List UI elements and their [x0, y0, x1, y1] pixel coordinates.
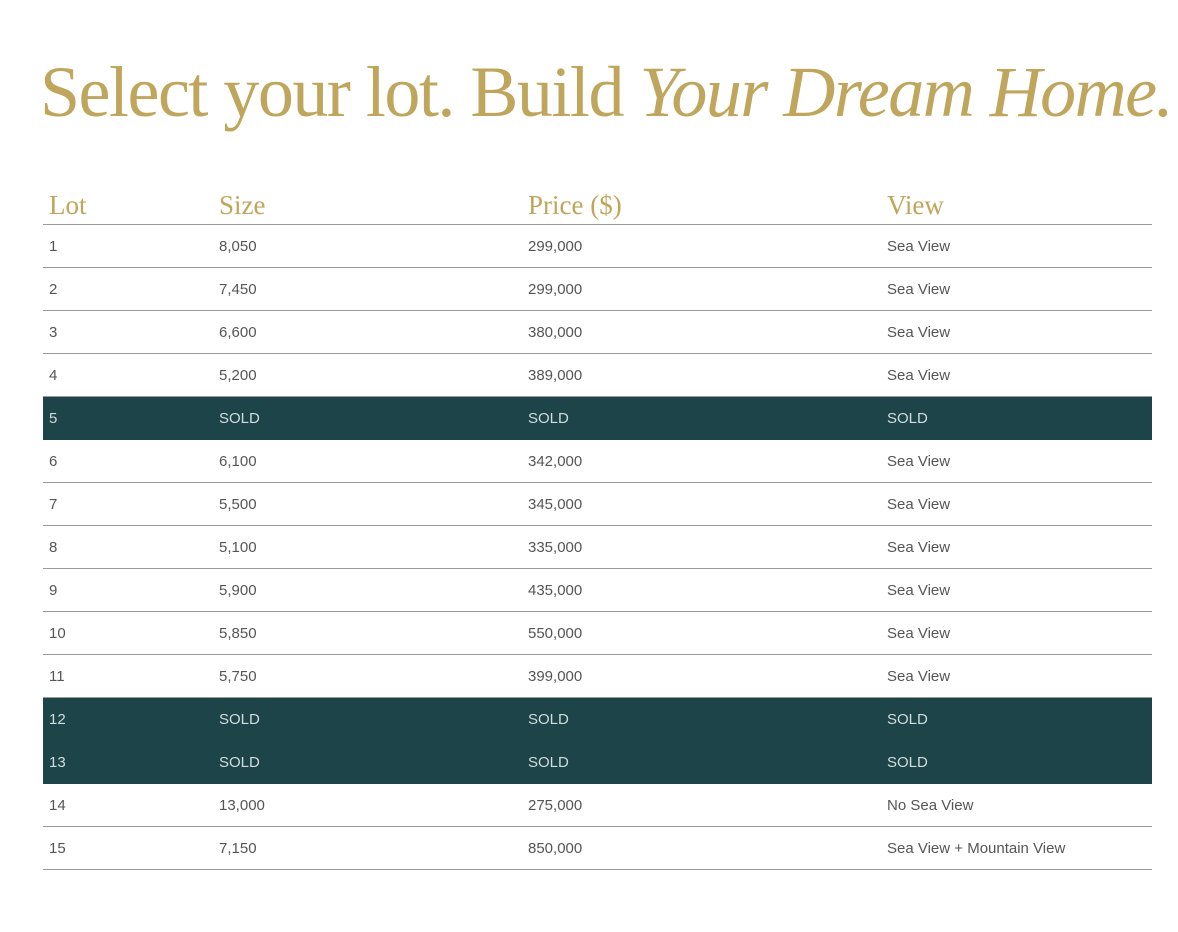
- cell-view: Sea View: [881, 526, 1152, 569]
- cell-lot: 3: [43, 311, 213, 354]
- cell-lot: 7: [43, 483, 213, 526]
- headline-emphasis: Your Dream Home.: [639, 52, 1173, 132]
- lot-table: [43, 184, 1152, 870]
- page-headline: [40, 44, 1172, 140]
- cell-price: 345,000: [522, 483, 881, 526]
- cell-view: Sea View: [881, 612, 1152, 655]
- cell-price: 335,000: [522, 526, 881, 569]
- cell-price: 299,000: [522, 268, 881, 311]
- cell-lot: 9: [43, 569, 213, 612]
- header-lot: Lot: [43, 184, 213, 225]
- cell-size: SOLD: [213, 397, 522, 440]
- cell-price: 850,000: [522, 827, 881, 870]
- cell-size: 7,150: [213, 827, 522, 870]
- cell-size: SOLD: [213, 698, 522, 741]
- cell-view: Sea View: [881, 354, 1152, 397]
- cell-size: 5,900: [213, 569, 522, 612]
- lot-table-body: [43, 225, 1152, 870]
- lot-row: [43, 354, 1152, 397]
- header-view: View: [881, 184, 1152, 225]
- lot-row-sold: [43, 698, 1152, 741]
- lot-row: [43, 784, 1152, 827]
- header-price: Price ($): [522, 184, 881, 225]
- cell-size: SOLD: [213, 741, 522, 784]
- cell-size: 13,000: [213, 784, 522, 827]
- cell-price: 435,000: [522, 569, 881, 612]
- cell-lot: 13: [43, 741, 213, 784]
- cell-lot: 11: [43, 655, 213, 698]
- cell-view: Sea View + Mountain View: [881, 827, 1152, 870]
- cell-lot: 10: [43, 612, 213, 655]
- cell-view: SOLD: [881, 397, 1152, 440]
- lot-row: [43, 440, 1152, 483]
- lot-row-sold: [43, 397, 1152, 440]
- cell-size: 5,500: [213, 483, 522, 526]
- cell-lot: 2: [43, 268, 213, 311]
- cell-view: Sea View: [881, 311, 1152, 354]
- cell-price: SOLD: [522, 741, 881, 784]
- cell-price: 550,000: [522, 612, 881, 655]
- cell-price: 275,000: [522, 784, 881, 827]
- lot-row: [43, 612, 1152, 655]
- lot-row: [43, 483, 1152, 526]
- cell-view: Sea View: [881, 483, 1152, 526]
- lot-table-header: [43, 184, 1152, 225]
- cell-price: 380,000: [522, 311, 881, 354]
- cell-view: No Sea View: [881, 784, 1152, 827]
- cell-view: SOLD: [881, 698, 1152, 741]
- cell-lot: 15: [43, 827, 213, 870]
- cell-size: 5,850: [213, 612, 522, 655]
- header-row: [43, 184, 1152, 225]
- cell-lot: 14: [43, 784, 213, 827]
- lot-row-sold: [43, 741, 1152, 784]
- cell-price: 299,000: [522, 225, 881, 268]
- cell-size: 5,750: [213, 655, 522, 698]
- lot-row: [43, 526, 1152, 569]
- cell-lot: 6: [43, 440, 213, 483]
- lot-row: [43, 827, 1152, 870]
- cell-view: Sea View: [881, 569, 1152, 612]
- cell-size: 6,600: [213, 311, 522, 354]
- cell-price: SOLD: [522, 397, 881, 440]
- cell-size: 6,100: [213, 440, 522, 483]
- cell-price: 342,000: [522, 440, 881, 483]
- cell-view: Sea View: [881, 268, 1152, 311]
- cell-lot: 5: [43, 397, 213, 440]
- cell-lot: 12: [43, 698, 213, 741]
- cell-view: Sea View: [881, 655, 1152, 698]
- headline-text: Select your lot. Build: [40, 52, 640, 132]
- cell-view: Sea View: [881, 225, 1152, 268]
- lot-row: [43, 268, 1152, 311]
- header-size: Size: [213, 184, 522, 225]
- cell-price: 389,000: [522, 354, 881, 397]
- cell-size: 8,050: [213, 225, 522, 268]
- cell-lot: 4: [43, 354, 213, 397]
- cell-view: SOLD: [881, 741, 1152, 784]
- cell-price: 399,000: [522, 655, 881, 698]
- cell-lot: 8: [43, 526, 213, 569]
- cell-view: Sea View: [881, 440, 1152, 483]
- cell-size: 7,450: [213, 268, 522, 311]
- cell-lot: 1: [43, 225, 213, 268]
- cell-price: SOLD: [522, 698, 881, 741]
- lot-row: [43, 225, 1152, 268]
- lot-row: [43, 311, 1152, 354]
- cell-size: 5,200: [213, 354, 522, 397]
- cell-size: 5,100: [213, 526, 522, 569]
- lot-row: [43, 655, 1152, 698]
- lot-row: [43, 569, 1152, 612]
